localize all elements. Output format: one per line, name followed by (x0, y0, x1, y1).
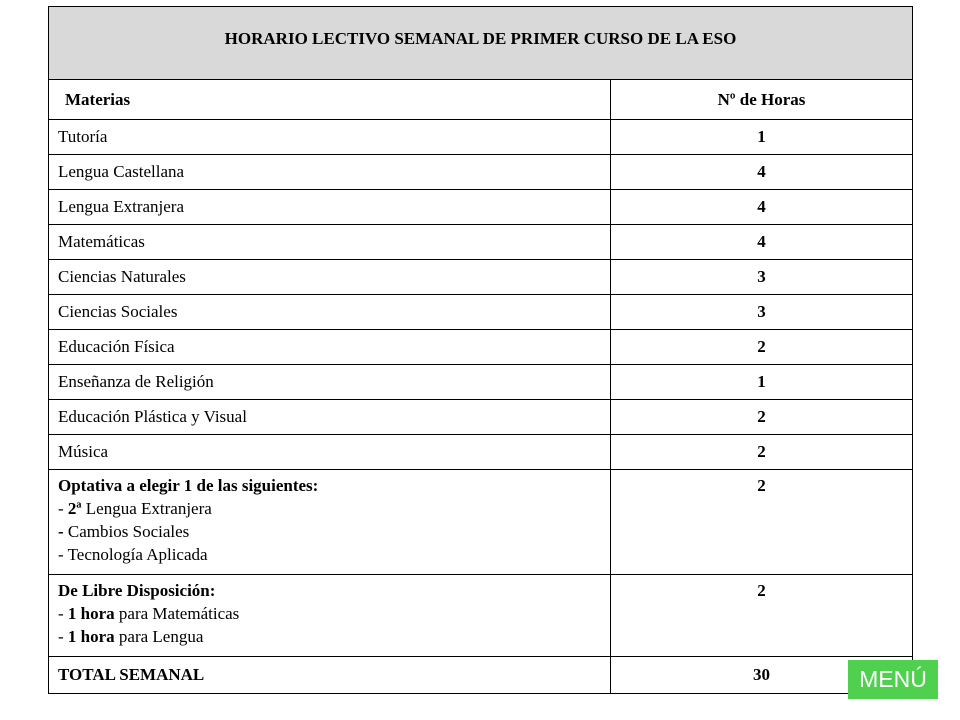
table-header-row (49, 79, 912, 119)
table-row (49, 329, 912, 364)
subject-name: Música (49, 435, 611, 469)
optativa-row (49, 469, 912, 574)
table-row (49, 154, 912, 189)
optativa-hours: 2 (757, 476, 766, 495)
libre-item: - 1 hora para Lengua (58, 627, 204, 646)
subject-hours: 1 (757, 372, 766, 391)
optativa-details (49, 470, 611, 574)
table-row (49, 119, 912, 154)
libre-disposicion-row (49, 574, 912, 656)
subject-hours: 4 (757, 197, 766, 216)
subject-name: Ciencias Sociales (49, 295, 611, 329)
menu-button[interactable]: MENÚ (848, 660, 938, 699)
subject-hours: 4 (757, 162, 766, 181)
subject-name: Lengua Castellana (49, 155, 611, 189)
optativa-option: - 2ª Lengua Extranjera (58, 499, 212, 518)
subject-hours: 1 (757, 127, 766, 146)
total-label: TOTAL SEMANAL (49, 657, 611, 693)
table-row (49, 399, 912, 434)
total-hours: 30 (753, 665, 770, 684)
table-row (49, 189, 912, 224)
subject-hours: 3 (757, 302, 766, 321)
libre-details (49, 575, 611, 656)
optativa-option: - Cambios Sociales (58, 522, 190, 541)
table-row (49, 434, 912, 469)
subject-name: Enseñanza de Religión (49, 365, 611, 399)
subject-hours: 2 (757, 407, 766, 426)
table-row (49, 224, 912, 259)
subject-hours: 2 (757, 337, 766, 356)
subject-name: Educación Física (49, 330, 611, 364)
subject-hours: 2 (757, 442, 766, 461)
optativa-option: - Tecnología Aplicada (58, 545, 208, 564)
total-row (49, 656, 912, 693)
header-subject: Materias (49, 80, 611, 119)
optativa-heading: Optativa a elegir 1 de las siguientes: (58, 476, 319, 495)
libre-heading: De Libre Disposición: (58, 581, 216, 600)
header-hours: Nº de Horas (717, 89, 806, 109)
subject-hours: 4 (757, 232, 766, 251)
table-row (49, 259, 912, 294)
subject-name: Tutoría (49, 120, 611, 154)
schedule-table (48, 6, 913, 694)
table-row (49, 364, 912, 399)
table-row (49, 294, 912, 329)
subject-name: Matemáticas (49, 225, 611, 259)
subject-name: Educación Plástica y Visual (49, 400, 611, 434)
subject-name: Lengua Extranjera (49, 190, 611, 224)
subject-hours: 3 (757, 267, 766, 286)
libre-item: - 1 hora para Matemáticas (58, 604, 240, 623)
table-title: HORARIO LECTIVO SEMANAL DE PRIMER CURSO DE LA ESO (224, 29, 737, 48)
table-title-row (49, 7, 912, 79)
libre-hours: 2 (757, 581, 766, 600)
subject-name: Ciencias Naturales (49, 260, 611, 294)
